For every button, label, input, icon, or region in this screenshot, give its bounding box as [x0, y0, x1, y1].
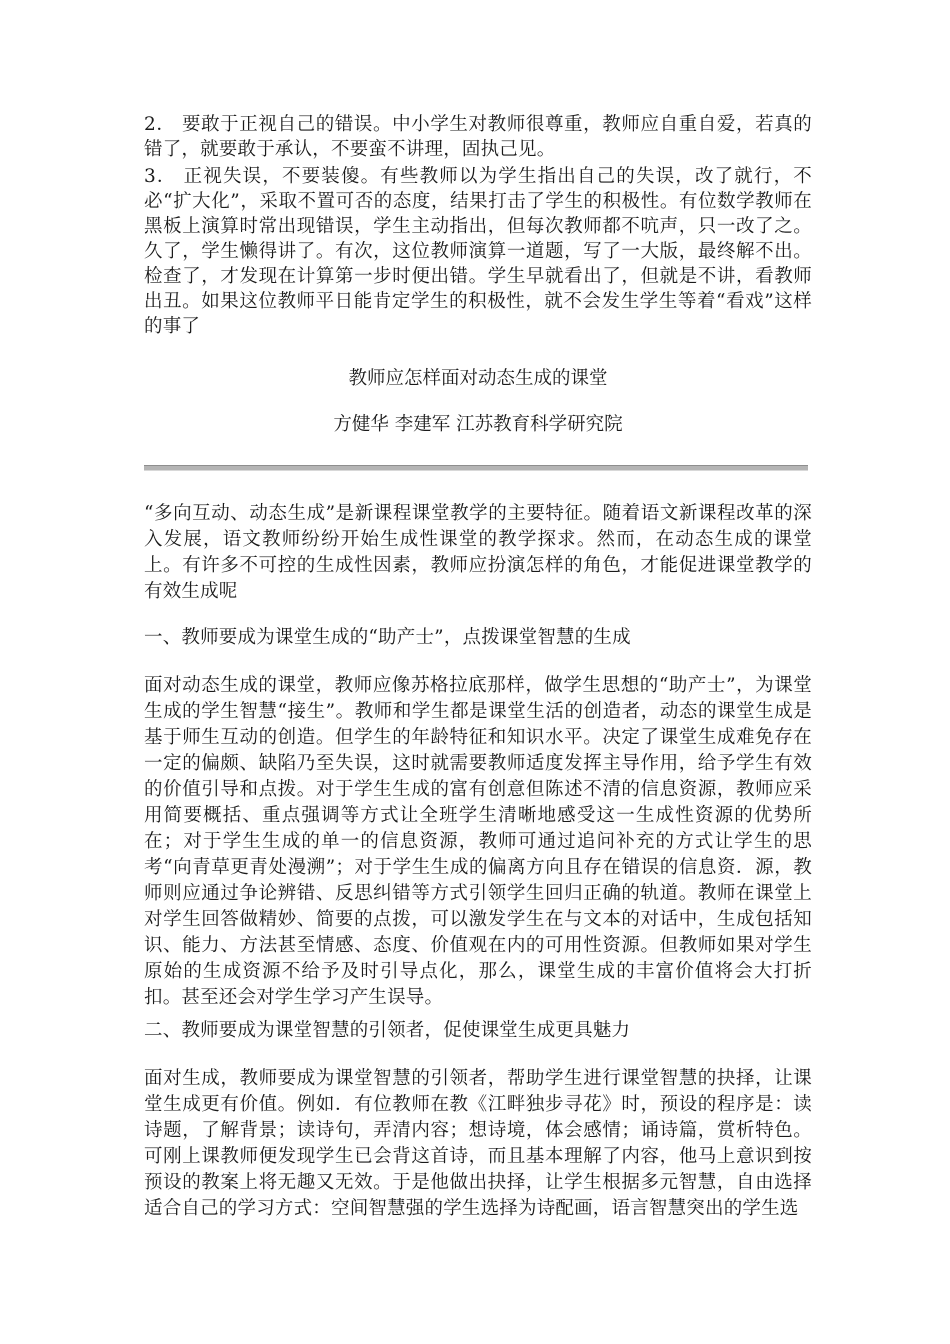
section-paragraph-1: 面对动态生成的课堂，教师应像苏格拉底那样，做学生思想的“助产士”，为课堂生成的学生智慧“接生”。教师和学生都是课堂生活的创造者，动态的课堂生成是基于师生互动的创造。但学生的年龄特征和知识水平。决定了课堂生成难免存在一定的偏颇、缺陷乃至失误，这时就需要教师适度发挥主导作用，给予学生有效的价值引导和点拨。对于学生生成的富有创意但陈述不清的信息资源，教师应采用简要概括、重点强调等方式让全班学生清晰地感受这一生成性资源的优势所在；对于学生生成的单一的信息资源，教师可通过追问补充的方式让学生的思考“向青草更青处漫溯”；对于学生生成的偏离方向且存在错误的信息资．源，教师则应通过争论辨错、反思纠错等方式引领学生回归正确的轨道。教师在课堂上对学生回答做精妙、简要的点拨，可以激发学生在与文本的对话中，生成包括知识、能力、方法甚至情感、态度、价值观在内的可用性资源。但教师如果对学生原始的生成资源不给予及时引导点化，那么，课堂生成的丰富价值将会大打折扣。甚至还会对学生学习产生误导。	[144, 675, 812, 1008]
intro-paragraph: “多向互动、动态生成”是新课程课堂教学的主要特征。随着语文新课程改革的深入发展，语文教师纷纷开始生成性课堂的教学探求。然而，在动态生成的课堂上。有许多不可控的生成性因素，教师应扮演怎样的角色，才能促进课堂教学的有效生成呢	[144, 503, 812, 602]
paragraph-item-2: 2． 要敢于正视自己的错误。中小学生对教师很尊重，教师应自重自爱，若真的错了，就要敢于承认，不要蛮不讲理，固执己见。	[144, 114, 812, 160]
article-authors: 方健华 李建军 江苏教育科学研究院	[333, 414, 623, 435]
article-title: 教师应怎样面对动态生成的课堂	[348, 368, 608, 389]
section-paragraph-2: 面对生成，教师要成为课堂智慧的引领者，帮助学生进行课堂智慧的抉择，让课堂生成更有价值。例如．有位教师在教《江畔独步寻花》时，预设的程序是：读诗题，了解背景；读诗句，弄清内容；想诗境，体会感情；诵诗篇，赏析特色。可刚上课教师便发现学生已会背这首诗，而且基本理解了内容，他马上意识到按预设的教案上将无趣又无效。于是他做出抉择，让学生根据多元智慧，自由选择适合自己的学习方式：空间智慧强的学生选择为诗配画，语言智慧突出的学生选	[144, 1068, 812, 1219]
section-heading-2: 二、教师要成为课堂智慧的引领者，促使课堂生成更具魅力	[144, 1020, 631, 1041]
paragraph-item-3: 3． 正视失误，不要装傻。有些教师以为学生指出自己的失误，改了就行，不必“扩大化”，采取不置可否的态度，结果打击了学生的积极性。有位数学教师在黑板上演算时常出现错误，学生主动指出，但每次教师都不吭声，只一改了之。久了，学生懒得讲了。有次，这位教师演算一道题，写了一大版，最终解不出。检查了，才发现在计算第一步时便出错。学生早就看出了，但就是不讲，看教师出丑。如果这位教师平日能肯定学生的积极性，就不会发生学生等着“看戏”这样的事了	[144, 166, 812, 337]
section-heading-1: 一、教师要成为课堂生成的“助产士”，点拨课堂智慧的生成	[144, 627, 631, 648]
horizontal-divider	[144, 465, 808, 471]
